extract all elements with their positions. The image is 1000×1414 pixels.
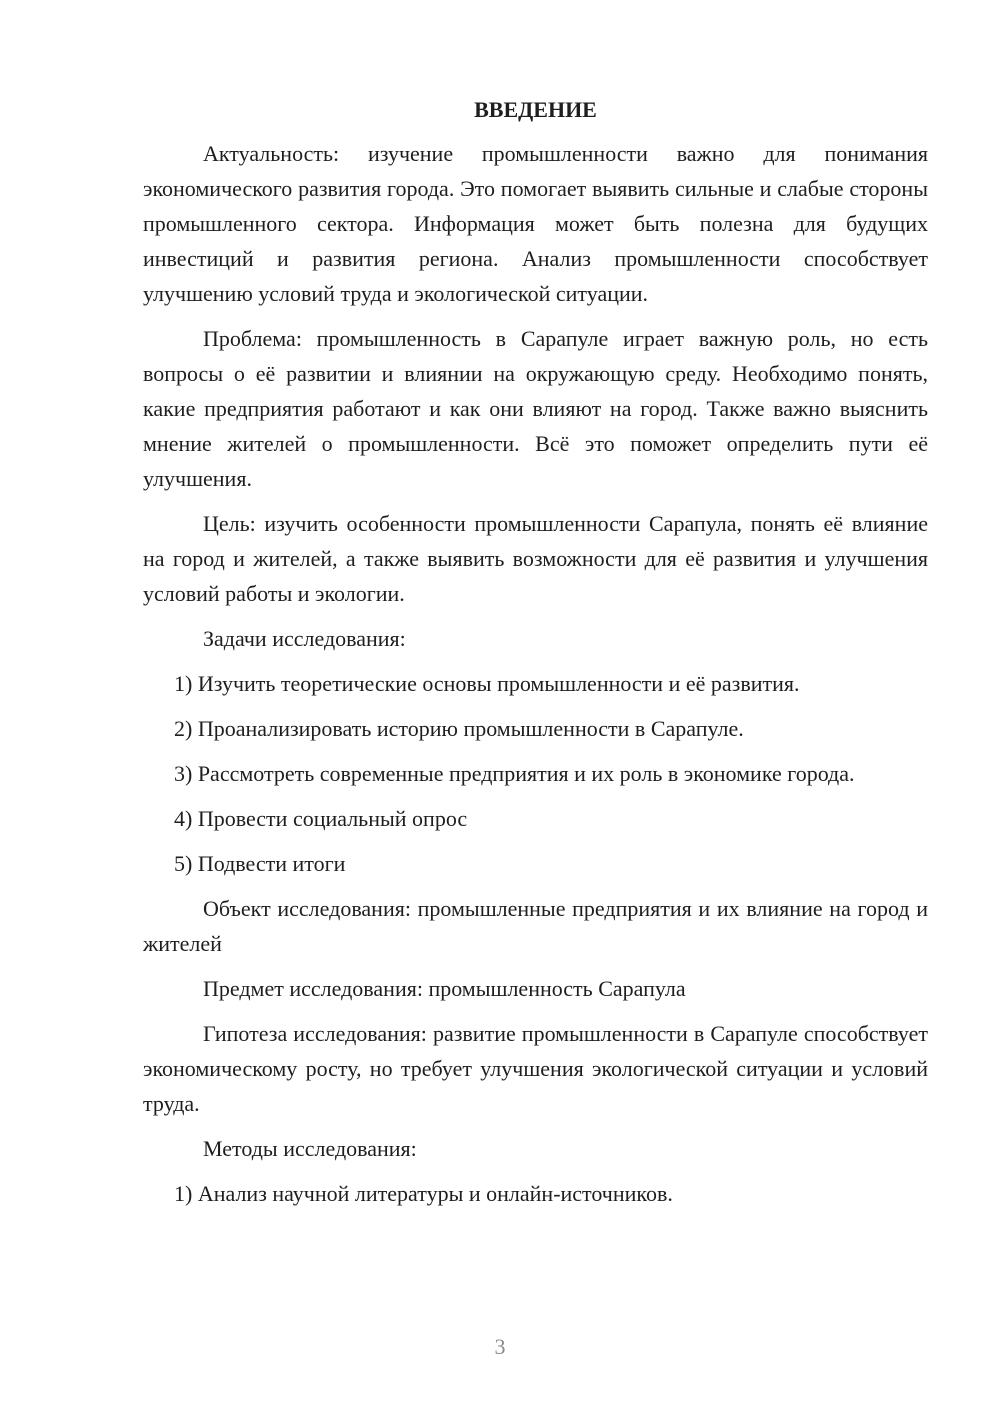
- task-item-5: 5) Подвести итоги: [174, 851, 346, 876]
- object-paragraph: Объект исследования: промышленные предприятия и их влияние на город и жителей: [143, 896, 928, 956]
- subject-paragraph: Предмет исследования: промышленность Сарапула: [203, 976, 686, 1001]
- section-title: ВВЕДЕНИЕ: [474, 97, 597, 122]
- goal-paragraph: Цель: изучить особенности промышленности Сарапула, понять её влияние на город и жителей, а также выявить возможности для её развития и улучшения условий работы и экологии.: [143, 511, 928, 606]
- page-number: 3: [494, 1334, 506, 1359]
- tasks-heading: Задачи исследования:: [203, 626, 406, 651]
- page-body: [143, 94, 928, 1221]
- problem-paragraph: Проблема: промышленность в Сарапуле играет важную роль, но есть вопросы о её развитии и влиянии на окружающую среду. Необходимо понять, какие предприятия работают и как они влияют на город. Также важно выяснить мнение жителей о промышленности. Всё это поможет определить пути её улучшения.: [143, 326, 928, 491]
- method-item-1: 1) Анализ научной литературы и онлайн-источников.: [174, 1181, 673, 1206]
- task-item-1: 1) Изучить теоретические основы промышленности и её развития.: [174, 671, 800, 696]
- task-item-3: 3) Рассмотреть современные предприятия и их роль в экономике города.: [174, 761, 855, 786]
- task-item-2: 2) Проанализировать историю промышленности в Сарапуле.: [174, 716, 744, 741]
- relevance-paragraph: Актуальность: изучение промышленности важно для понимания экономического развития города. Это помогает выявить сильные и слабые стороны промышленного сектора. Информация может быть полезна для будущих инвестиций и развития региона. Анализ промышленности способствует улучшению условий труда и экологической ситуации.: [143, 141, 928, 306]
- hypothesis-paragraph: Гипотеза исследования: развитие промышленности в Сарапуле способствует экономическому росту, но требует улучшения экологической ситуации и условий труда.: [143, 1021, 928, 1116]
- task-item-4: 4) Провести социальный опрос: [174, 806, 468, 831]
- methods-heading: Методы исследования:: [203, 1136, 417, 1161]
